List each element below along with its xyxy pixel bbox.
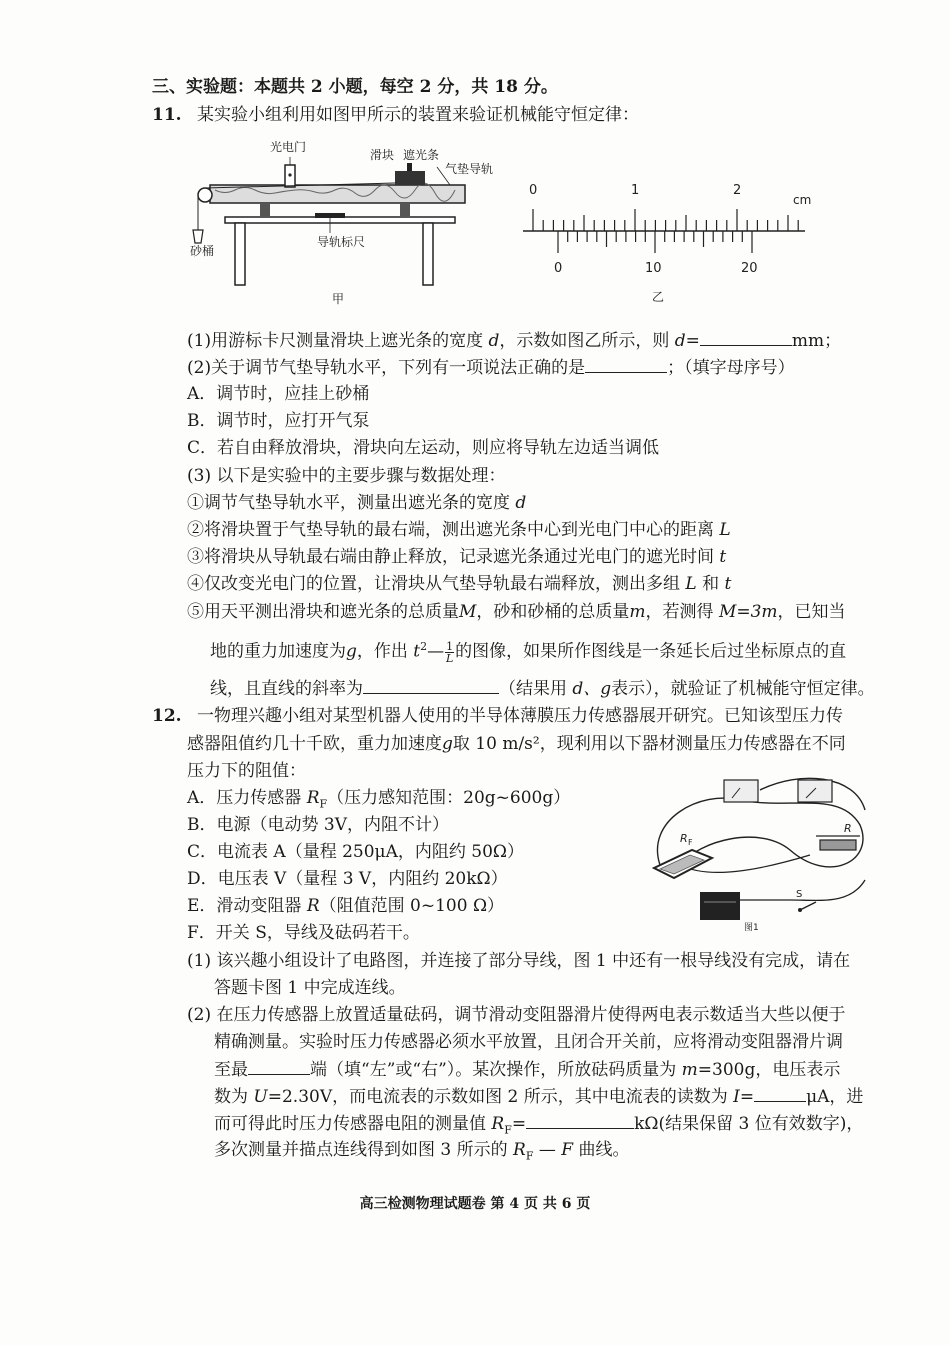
q11-part1-text-a: (1)用游标卡尺测量滑块上遮光条的宽度	[187, 331, 489, 351]
meter-left	[724, 780, 758, 802]
caption-yi: 乙	[652, 290, 665, 303]
q12-part2-line5-sub: F	[504, 1123, 512, 1137]
q12-part2-line4	[214, 1085, 863, 1108]
q11-step5-text-b: ，砂和砂桶的总质量	[476, 602, 630, 622]
q11-part1	[187, 329, 841, 352]
figure-1-circuit	[640, 770, 880, 935]
q12-item-e	[187, 895, 504, 917]
q12-item-e-range: （阻值范围 0~100 Ω）	[319, 896, 505, 916]
q11-fraction	[445, 641, 454, 664]
switch-pivot	[798, 908, 802, 912]
q12-number: 12.	[152, 706, 182, 726]
q11-step5-end-text-a: 线，且直线的斜率为	[210, 679, 363, 699]
answer-blank-option[interactable]	[585, 356, 667, 373]
q12-line2	[187, 733, 846, 755]
main-tick-0: 0	[529, 183, 538, 198]
unit-cm: cm	[793, 193, 812, 207]
main-scale-ticks	[533, 209, 798, 231]
q12-part2-line5-text-a: 而可得此时压力传感器电阻的测量值	[214, 1114, 492, 1134]
q12-part2-line2: 精确测量。实验时压力传感器必须水平放置，且闭合开关前，应将滑动变阻器滑片调	[214, 1032, 843, 1052]
q12-part1-line1: (1) 该兴趣小组设计了电路图，并连接了部分导线，图 1 中还有一根导线没有完成，请在	[187, 951, 851, 971]
vernier-scale-ticks	[558, 231, 752, 253]
q12-var-g: g	[442, 734, 453, 754]
q12-item-c: C．电流表 A（量程 250μA，内阻约 50Ω）	[187, 842, 524, 862]
vernier-tick-0: 0	[554, 261, 563, 276]
q11-frac-den: L	[445, 651, 454, 665]
q11-step3	[187, 546, 726, 568]
q11-step2	[187, 519, 731, 541]
q12-line2-text-a: 感器阻值约几十千欧，重力加速度	[187, 734, 442, 754]
label-rf: R	[680, 832, 688, 845]
q11-dash: —	[427, 641, 445, 662]
q12-part2-line6	[214, 1139, 630, 1167]
q11-step5-var-M: M	[459, 602, 477, 622]
q12-part2-line5-text-c: kΩ(结果保留 3 位有效数字)，	[634, 1114, 864, 1134]
q11-vars-dg: d、g	[572, 679, 612, 699]
q11-step5-var-m: m	[629, 602, 646, 622]
answer-blank-d[interactable]	[700, 329, 792, 346]
q11-option-a: A．调节时，应挂上砂桶	[187, 384, 370, 404]
vernier-tick-20: 20	[741, 261, 758, 276]
q12-I-eq: =	[739, 1087, 755, 1107]
q12-item-a-R: R	[306, 788, 320, 808]
track-support-right	[400, 203, 410, 217]
q11-part2	[187, 356, 795, 379]
q11-part2-text-a: (2)关于调节气垫导轨水平，下列有一项说法正确的是	[187, 358, 586, 378]
q12-item-a-text: A．压力传感器	[187, 788, 307, 808]
label-s: S	[796, 889, 803, 900]
label-airtrack: 气垫导轨	[445, 162, 494, 176]
q12-part2-line6-sub: F	[525, 1149, 534, 1163]
answer-blank-slope[interactable]	[363, 677, 499, 694]
q11-step2-text: ②将滑块置于气垫导轨的最右端，测出遮光条中心到光电门中心的距离	[187, 520, 720, 540]
q12-part2-line5	[214, 1112, 863, 1141]
q11-part1-unit: mm；	[791, 331, 842, 351]
q12-item-f: F．开关 S，导线及砝码若干。	[187, 923, 420, 943]
q11-step1-var: d	[515, 493, 527, 513]
label-slider: 滑块	[370, 148, 395, 162]
q11-step5-eq: M=3m	[718, 602, 778, 622]
q11-step4	[187, 573, 731, 595]
q12-part2-line1: (2) 在压力传感器上放置适量砝码，调节滑动变阻器滑片使得两电表示数适当大些以便于	[187, 1005, 846, 1025]
switch-blade	[800, 902, 816, 910]
q11-var-g: g	[346, 641, 357, 662]
q12-item-a	[187, 787, 570, 815]
q12-part2-line3-text-b: 端（填“左”或“右”）。某次操作，所放砝码质量为	[310, 1060, 682, 1080]
q11-step5	[187, 601, 846, 623]
q12-part1-line2: 答题卡图 1 中完成连线。	[214, 978, 406, 998]
q11-var-t: t	[413, 641, 421, 662]
battery	[700, 892, 740, 920]
main-tick-2: 2	[733, 183, 742, 198]
q11-t-exponent: 2	[420, 640, 428, 653]
q11-step5-text-c: ，若测得	[645, 602, 719, 622]
q11-step1	[187, 492, 526, 514]
q12-part2-line4-text-d: μA，进	[806, 1087, 864, 1107]
q12-var-I: I	[733, 1087, 740, 1107]
label-shade: 遮光条	[403, 148, 440, 162]
q12-part2-line4-text-b: =2.30V，而电流表的示数如图 2 所示，其中电流表的读数为	[267, 1087, 734, 1107]
shade-strip	[407, 163, 412, 171]
q12-item-d: D．电压表 V（量程 3 V，内阻约 20kΩ）	[187, 869, 508, 889]
q12-line3: 压力下的阻值：	[187, 761, 306, 781]
vernier-tick-10: 10	[645, 261, 662, 276]
q11-step3-var: t	[719, 547, 727, 567]
answer-blank-resistance[interactable]	[526, 1112, 634, 1129]
q12-part2-line6-text-c: 曲线。	[573, 1140, 630, 1160]
photogate-sensor	[288, 173, 291, 176]
q12-item-b: B．电源（电动势 3V，内阻不计）	[187, 815, 449, 835]
table-leg-right	[423, 223, 433, 285]
track-scale-mark	[315, 213, 345, 218]
table-leg-left	[235, 223, 245, 285]
rheostat	[820, 840, 856, 850]
q12-item-e-R: R	[306, 896, 320, 916]
q11-step5-end	[210, 677, 875, 700]
q12-part2-line5-R: R	[491, 1114, 505, 1134]
q11-step4-var-L: L	[685, 574, 697, 594]
q12-part2-line5-eq: =	[511, 1114, 527, 1134]
q11-step3-text: ③将滑块从导轨最右端由静止释放，记录遮光条通过光电门的遮光时间	[187, 547, 720, 567]
page-footer: 高三检测物理试题卷 第 4 页 共 6 页	[359, 1196, 591, 1212]
label-scale: 导轨标尺	[317, 235, 366, 249]
q12-part2-line3-text-c: =300g，电压表示	[697, 1060, 841, 1080]
q11-frac-num: 1	[446, 639, 454, 653]
q11-step5-cont-text-a: 地的重力加速度为	[210, 641, 346, 662]
q11-option-c: C．若自由释放滑块，滑块向左运动，则应将导轨左边适当调低	[187, 438, 660, 458]
q12-part2-line6-R: R	[513, 1140, 526, 1160]
q12-part2-line4-text-a: 数为	[214, 1087, 254, 1107]
wire-bottom	[740, 880, 865, 900]
track-support-left	[260, 203, 270, 217]
answer-blank-current[interactable]	[754, 1085, 806, 1102]
q11-step4-text-b: 和	[696, 574, 725, 594]
q11-step5-end-text-c: 表示），就验证了机械能守恒定律。	[611, 679, 875, 699]
section-header: 三、实验题：本题共 2 小题，每空 2 分，共 18 分。	[152, 77, 558, 97]
q11-part3: (3) 以下是实验中的主要步骤与数据处理：	[187, 466, 506, 486]
figure-jia	[185, 135, 505, 310]
q12-line2-text-b: 取 10 m/s²，现利用以下器材测量压力传感器在不同	[452, 734, 846, 754]
meter-right	[798, 780, 832, 802]
q12-part2-line6-F: F	[561, 1140, 574, 1160]
q11-step5-cont-text-c: 的图像，如果所作图线是一条延长后过坐标原点的直	[455, 641, 847, 662]
q11-number: 11.	[152, 105, 182, 125]
q11-d-eq: d=	[674, 331, 700, 351]
q11-step1-text: ①调节气垫导轨水平，测量出遮光条的宽度	[187, 493, 516, 513]
q12-var-U: U	[253, 1087, 268, 1107]
q12-part2-line3	[214, 1058, 840, 1081]
q11-step4-var-t: t	[724, 574, 732, 594]
q11-stem-line	[152, 104, 639, 126]
q11-step5-end-text-b: （结果用	[499, 679, 573, 699]
q12-item-a-sub: F	[319, 797, 328, 811]
q12-part2-line3-text-a: 至最	[214, 1060, 248, 1080]
q12-part2-line6-dash: —	[533, 1140, 562, 1160]
q11-option-b: B．调节时，应打开气泵	[187, 411, 370, 431]
q11-part2-text-b: ；（填字母序号）	[667, 358, 795, 378]
label-rf-sub: F	[688, 838, 693, 847]
q11-step4-text-a: ④仅改变光电门的位置，让滑块从气垫导轨最右端释放，测出多组	[187, 574, 686, 594]
q11-part1-text-b: ，示数如图乙所示，则	[499, 331, 675, 351]
q12-item-a-range: （压力感知范围：20g~600g）	[327, 788, 571, 808]
q11-step5-cont	[210, 636, 846, 664]
pulley	[198, 188, 212, 202]
answer-blank-end[interactable]	[248, 1058, 310, 1075]
q11-step5-text-a: ⑤用天平测出滑块和遮光条的总质量	[187, 602, 459, 622]
q11-var-d: d	[488, 331, 500, 351]
q12-part2-line6-text-a: 多次测量并描点连线得到如图 3 所示的	[214, 1140, 514, 1160]
q11-step5-text-d: ，已知当	[777, 602, 846, 622]
label-photogate: 光电门	[270, 140, 307, 154]
q12-line1-text: 一物理兴趣小组对某型机器人使用的半导体薄膜压力传感器展开研究。已知该型压力传	[196, 706, 843, 726]
figure-yi	[515, 178, 815, 303]
q12-var-m: m	[681, 1060, 698, 1080]
q11-stem: 某实验小组利用如图甲所示的装置来验证机械能守恒定律：	[196, 105, 639, 125]
label-r: R	[844, 822, 852, 835]
caption-fig1: 图1	[744, 923, 759, 933]
q11-step5-cont-text-b: ，作出	[356, 641, 414, 662]
q12-line1	[152, 705, 843, 727]
caption-jia: 甲	[332, 292, 345, 306]
main-tick-1: 1	[631, 183, 640, 198]
q11-step2-var: L	[719, 520, 731, 540]
q12-item-e-text: E．滑动变阻器	[187, 896, 307, 916]
label-sandbucket: 砂桶	[190, 244, 215, 258]
sand-bucket	[193, 230, 203, 243]
slider-block	[395, 171, 425, 185]
